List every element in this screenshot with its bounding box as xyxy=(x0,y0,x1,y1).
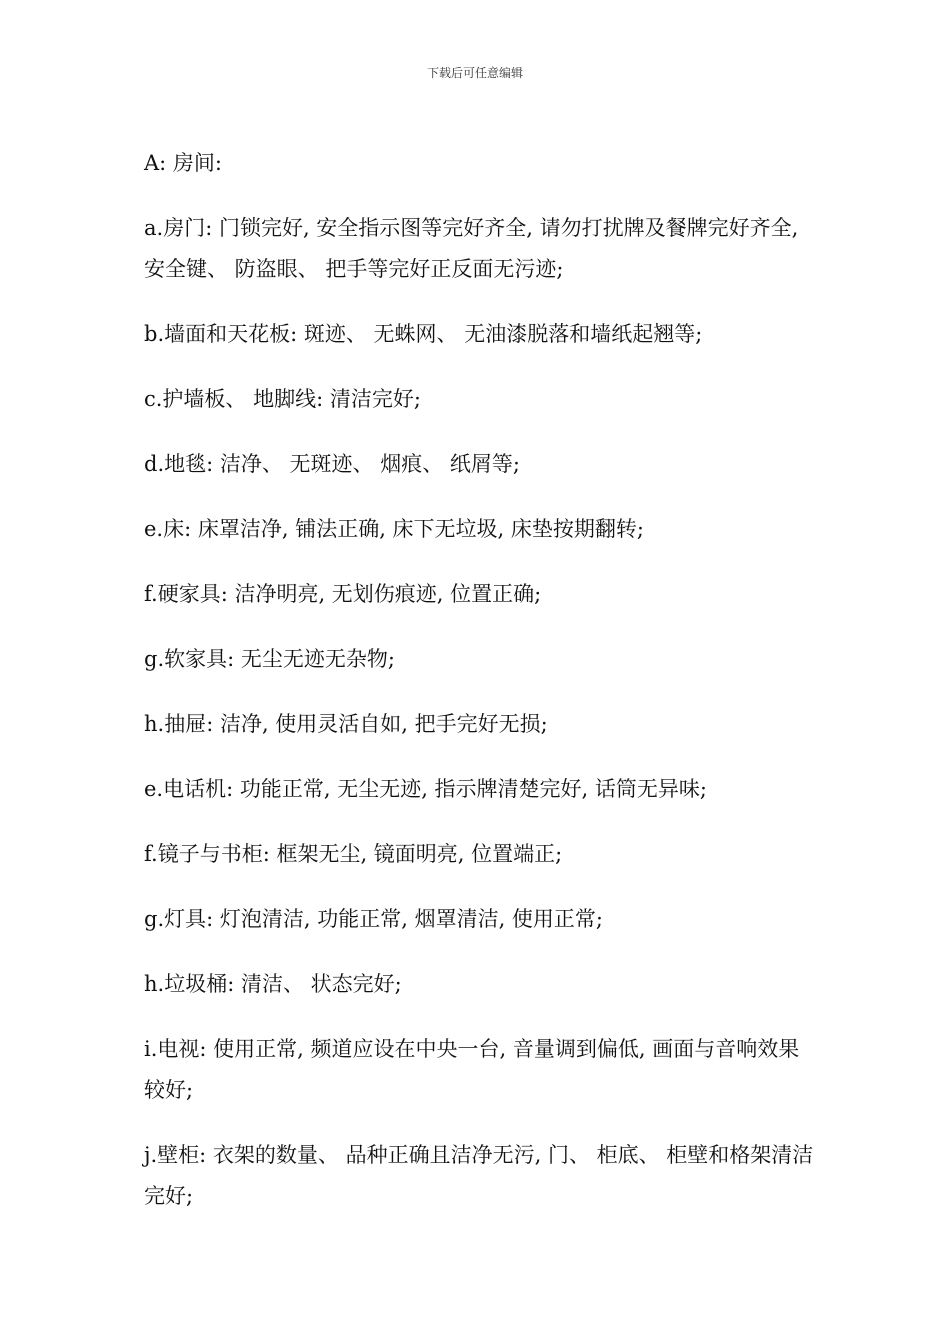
paragraph-drawer: h.抽屉: 洁净, 使用灵活自如, 把手完好无损; xyxy=(144,712,548,736)
paragraph-door: a.房门: 门锁完好, 安全指示图等完好齐全, 请勿打扰牌及餐牌完好齐全, 安全键、 防盗眼、 把手等完好正反面无污迹; xyxy=(144,216,799,281)
paragraph-wall-ceiling: b.墙面和天花板: 斑迹、 无蛛网、 无油漆脱落和墙纸起翘等; xyxy=(144,322,703,346)
paragraph-wainscot: c.护墙板、 地脚线: 清洁完好; xyxy=(144,387,421,411)
paragraph-lamps: g.灯具: 灯泡清洁, 功能正常, 烟罩清洁, 使用正常; xyxy=(144,907,603,931)
paragraph-television: i.电视: 使用正常, 频道应设在中央一台, 音量调到偏低, 画面与音响效果较好; xyxy=(144,1037,800,1102)
paragraph-carpet: d.地毯: 洁净、 无斑迹、 烟痕、 纸屑等; xyxy=(144,452,520,476)
paragraph-mirror-bookcase: f.镜子与书柜: 框架无尘, 镜面明亮, 位置端正; xyxy=(144,842,563,866)
page-header: 下载后可任意编辑 xyxy=(426,66,523,80)
paragraph-soft-furniture: g.软家具: 无尘无迹无杂物; xyxy=(144,647,395,671)
paragraph-trash-bin: h.垃圾桶: 清洁、 状态完好; xyxy=(144,972,402,996)
document-body xyxy=(144,143,816,1217)
paragraph-bed: e.床: 床罩洁净, 铺法正确, 床下无垃圾, 床垫按期翻转; xyxy=(144,517,644,541)
paragraph-wardrobe: j.壁柜: 衣架的数量、 品种正确且洁净无污, 门、 柜底、 柜壁和格架清洁完好; xyxy=(144,1143,814,1208)
paragraph-hard-furniture: f.硬家具: 洁净明亮, 无划伤痕迹, 位置正确; xyxy=(144,582,542,606)
section-heading: A: 房间: xyxy=(144,151,222,175)
paragraph-telephone: e.电话机: 功能正常, 无尘无迹, 指示牌清楚完好, 话筒无异味; xyxy=(144,777,707,801)
